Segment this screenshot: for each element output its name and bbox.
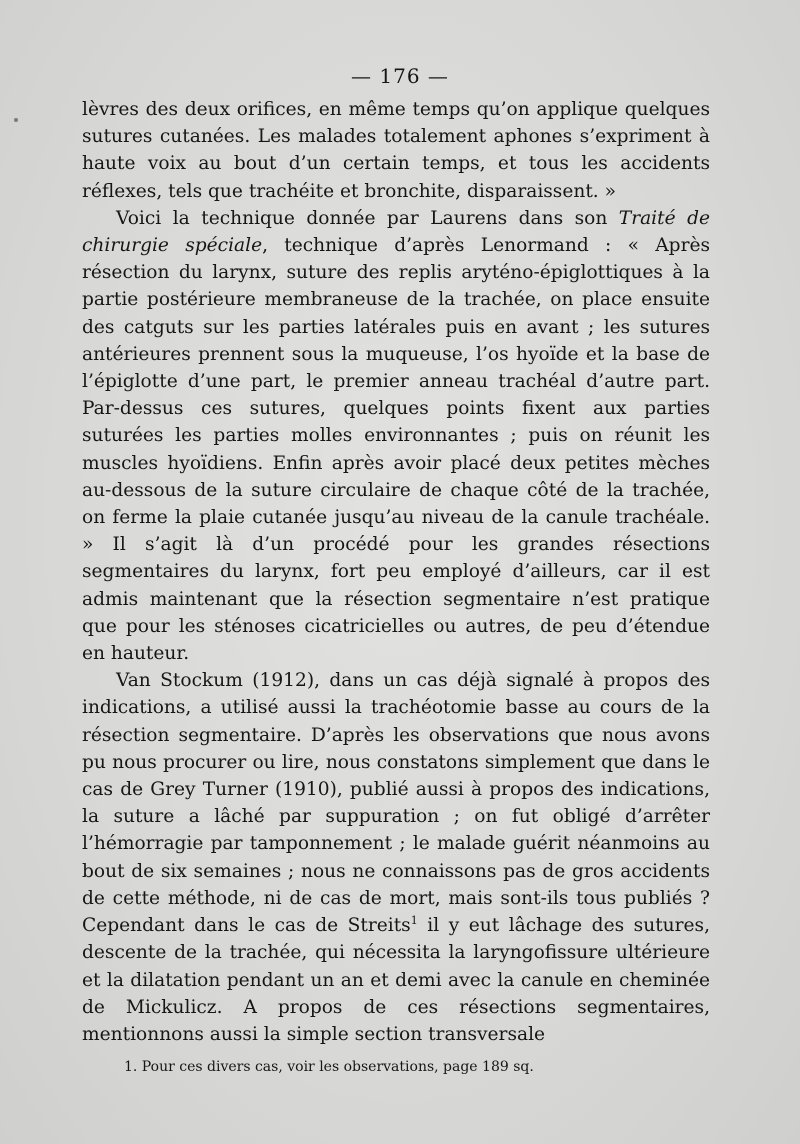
paragraph-2-text-a: Voici la technique donnée par Laurens dans son — [116, 207, 619, 229]
paragraph-1 — [82, 96, 710, 205]
paragraph-2-text-b: , technique d’après Lenormand : « Après résection du larynx, suture des replis aryténo-épiglottiques à la partie postérieure membraneuse de la trachée, on place ensuite des catguts sur les parties latérales puis en avant ; les sutures antérieures prennent sous la muqueuse, l’os hyoïde et la base de l’épiglotte d’une part, le premier anneau trachéal d’autre part. Par-dessus ces sutures, quelques points fixent aux parties suturées les parties molles environnantes ; puis on réunit les muscles hyoïdiens. Enfin après avoir placé deux petites mèches au-dessous de la suture circulaire de chaque côté de la trachée, on ferme la plaie cutanée jusqu’au niveau de la canule trachéale. » Il s’agit là d’un procédé pour les grandes résections segmentaires du larynx, fort peu employé d’ailleurs, car il est admis maintenant que la résection segmentaire n’est pratique que pour les sténoses cicatricielles ou autres, de peu d’étendue en hauteur. — [82, 235, 710, 665]
ink-speck — [14, 118, 18, 122]
book-title: Traité de chirurgie spéciale — [82, 207, 710, 257]
footnote: 1. Pour ces divers cas, voir les observations, page 189 sq. — [124, 1059, 534, 1075]
paragraph-3-text-b: il y eut lâchage des sutures, descente de la trachée, qui nécessita la laryngofissure ultérieure et la dilatation pendant un an et demi avec la canule en cheminée de Mickulicz. A propos de ces résections segmentaires, mentionnons aussi la simple section transversale — [82, 915, 710, 1045]
paragraph-2 — [82, 205, 710, 667]
page-number: — 176 — — [351, 64, 449, 88]
body-text — [82, 96, 710, 1048]
paragraph-3-text-a: Van Stockum (1912), dans un cas déjà signalé à propos des indications, a utilisé aussi la trachéotomie basse au cours de la résection segmentaire. D’après les observations que nous avons pu nous procurer ou lire, nous constatons simplement que dans le cas de Grey Turner (1910), publié aussi à propos des indications, la suture a lâché par suppuration ; on fut obligé d’arrêter l’hémorragie par tamponnement ; le malade guérit néanmoins au bout de six semaines ; nous ne connaissons pas de gros accidents de cette méthode, ni de cas de mort, mais sont-ils tous publiés ? Cependant dans le cas de Streits — [82, 670, 710, 937]
footnote-marker: 1 — [410, 914, 418, 928]
paragraph-3 — [82, 667, 710, 1048]
paragraph-1-text: lèvres des deux orifices, en même temps qu’on applique quelques sutures cutanées. Les malades totalement aphones s’expriment à haute voix au bout d’un certain temps, et tous les accidents réflexes, tels que trachéite et bronchite, disparaissent. » — [82, 99, 710, 202]
